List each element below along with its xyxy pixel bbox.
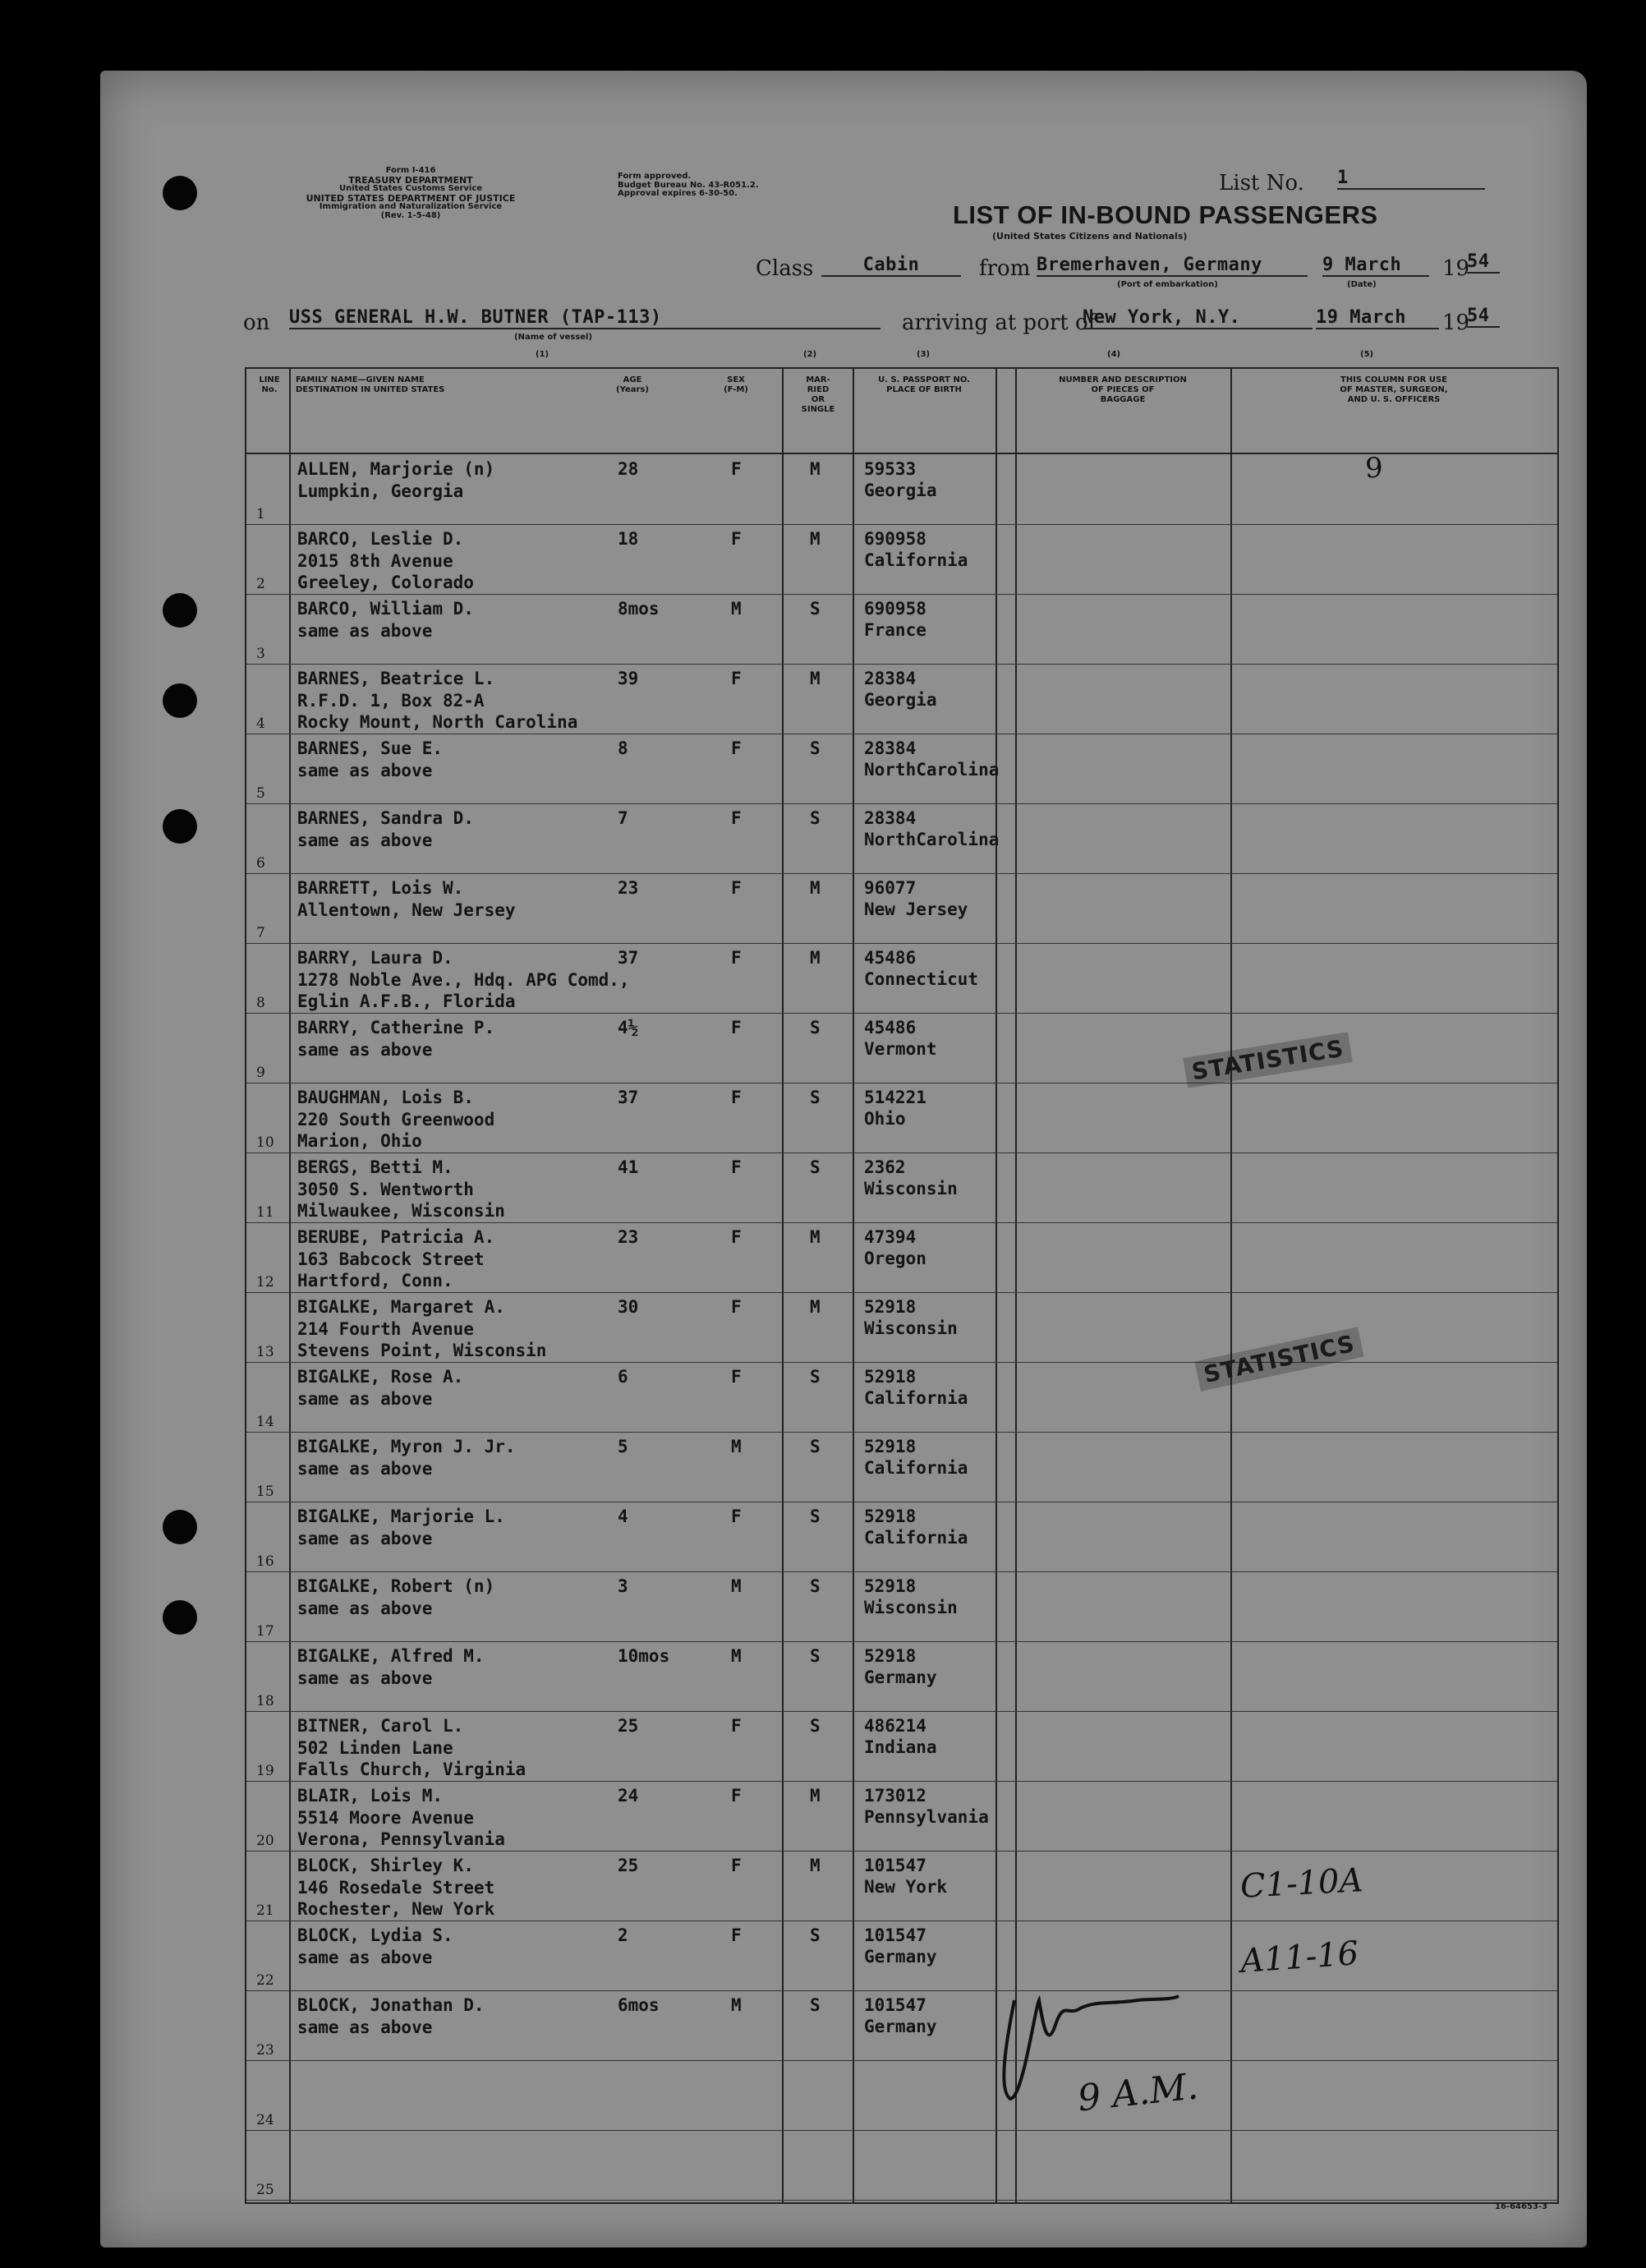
list-no-value: 1 — [1337, 168, 1485, 190]
place-of-birth: Germany — [864, 1668, 937, 1687]
list-no-label: List No. — [1219, 171, 1304, 196]
table-row — [246, 803, 1557, 874]
passenger-sex: F — [731, 1018, 742, 1037]
year-2: 54 — [1467, 306, 1500, 328]
line-number: 12 — [256, 1274, 274, 1290]
passenger-age: 6 — [618, 1367, 628, 1387]
col-header-officers: THIS COLUMN FOR USE OF MASTER, SURGEON, AND U. S. OFFICERS — [1340, 375, 1448, 404]
table-row — [246, 1432, 1557, 1502]
passport-number: 28384 — [864, 738, 917, 758]
line-number: 9 — [256, 1065, 265, 1081]
passport-number: 52918 — [864, 1507, 917, 1526]
table-row — [246, 1152, 1557, 1223]
passport-number: 47394 — [864, 1227, 917, 1247]
punch-hole — [163, 809, 197, 844]
passenger-name: BLAIR, Lois M. — [297, 1786, 444, 1806]
passenger-marital: M — [810, 878, 821, 898]
passenger-age: 25 — [618, 1856, 639, 1875]
passenger-name: BLOCK, Shirley K. — [297, 1856, 474, 1875]
passenger-sex: F — [731, 669, 742, 688]
arrival-port: New York, N.Y. — [1083, 307, 1313, 329]
place-of-birth: Vermont — [864, 1039, 937, 1059]
passenger-sex: F — [731, 948, 742, 968]
place-of-birth: Wisconsin — [864, 1598, 958, 1617]
place-of-birth: Georgia — [864, 690, 937, 710]
passenger-marital: M — [810, 948, 821, 968]
passport-number: 28384 — [864, 808, 917, 828]
passenger-marital: S — [810, 1646, 821, 1666]
on-label: on — [243, 311, 270, 335]
passenger-name: BARRETT, Lois W. — [297, 878, 464, 898]
passenger-marital: S — [810, 1716, 821, 1736]
passenger-name: ALLEN, Marjorie (n) — [297, 459, 495, 479]
col-header-married: MAR- RIED OR SINGLE — [801, 375, 835, 414]
passenger-age: 41 — [618, 1157, 639, 1177]
passport-number: 45486 — [864, 1018, 917, 1037]
place-of-birth: Germany — [864, 2017, 937, 2036]
table-row — [246, 734, 1557, 804]
passport-number: 486214 — [864, 1716, 926, 1736]
passenger-marital: S — [810, 808, 821, 828]
form-code: 16-64653-3 — [1495, 2202, 1547, 2211]
col-header-passport: U. S. PASSPORT NO. PLACE OF BIRTH — [878, 375, 970, 394]
passenger-marital: M — [810, 1227, 821, 1247]
passenger-marital: S — [810, 1576, 821, 1596]
passenger-sex: F — [731, 1297, 742, 1317]
arrival-date: 19 March — [1316, 307, 1439, 329]
passenger-age: 3 — [618, 1576, 628, 1596]
passenger-sex: M — [731, 599, 742, 619]
place-of-birth: New Jersey — [864, 899, 968, 919]
passenger-age: 8 — [618, 738, 628, 758]
line-number: 4 — [256, 715, 265, 732]
passenger-marital: S — [810, 599, 821, 619]
passenger-name: BARNES, Sandra D. — [297, 808, 474, 828]
passenger-name: BLOCK, Lydia S. — [297, 1925, 453, 1945]
punch-hole — [163, 1510, 197, 1544]
passenger-marital: M — [810, 669, 821, 688]
passport-number: 96077 — [864, 878, 917, 898]
passenger-name: BARCO, William D. — [297, 599, 474, 619]
punch-hole — [163, 176, 197, 210]
line-number: 3 — [256, 646, 265, 662]
passenger-destination: 214 Fourth Avenue Stevens Point, Wisconsin — [297, 1319, 547, 1360]
vessel-caption: (Name of vessel) — [514, 333, 593, 342]
passenger-destination: 146 Rosedale Street Rochester, New York — [297, 1878, 495, 1919]
passenger-marital: M — [810, 1786, 821, 1806]
col-header-age: AGE (Years) — [616, 375, 649, 394]
place-of-birth: NorthCarolina — [864, 760, 1000, 780]
passenger-destination: 163 Babcock Street Hartford, Conn. — [297, 1249, 485, 1290]
place-of-birth: Oregon — [864, 1249, 926, 1268]
passenger-age: 23 — [618, 1227, 639, 1247]
statistics-stamp: STATISTICS — [1194, 1327, 1363, 1391]
ins-service: Immigration and Naturalization Service — [319, 202, 503, 212]
passenger-marital: S — [810, 1018, 821, 1037]
line-number: 21 — [256, 1902, 274, 1919]
port-caption: (Port of embarkation) — [1117, 280, 1218, 289]
passenger-sex: F — [731, 808, 742, 828]
place-of-birth: Pennsylvania — [864, 1807, 989, 1827]
line-number: 25 — [256, 2182, 274, 2198]
line-number: 1 — [256, 506, 265, 522]
passenger-destination: same as above — [297, 830, 433, 850]
vessel-name: USS GENERAL H.W. BUTNER (TAP-113) — [289, 307, 880, 329]
passport-number: 52918 — [864, 1576, 917, 1596]
signature-time: 9 A.M. — [1075, 2065, 1201, 2120]
passenger-name: BERGS, Betti M. — [297, 1157, 453, 1177]
place-of-birth: Indiana — [864, 1737, 937, 1757]
passenger-destination: Allentown, New Jersey — [297, 900, 516, 920]
place-of-birth: Connecticut — [864, 969, 979, 989]
passenger-sex: M — [731, 1646, 742, 1666]
passenger-age: 23 — [618, 878, 639, 898]
passenger-name: BIGALKE, Rose A. — [297, 1367, 464, 1387]
passenger-sex: F — [731, 1786, 742, 1806]
line-number: 13 — [256, 1344, 274, 1360]
class-value: Cabin — [821, 255, 961, 277]
passenger-marital: M — [810, 1856, 821, 1875]
table-row — [246, 1502, 1557, 1572]
line-number: 20 — [256, 1833, 274, 1849]
table-row — [246, 1641, 1557, 1712]
passport-number: 690958 — [864, 599, 926, 619]
year-prefix-2: 19 — [1442, 311, 1470, 335]
passenger-age: 10mos — [618, 1646, 670, 1666]
line-number: 6 — [256, 855, 265, 872]
table-row — [246, 594, 1557, 665]
passenger-age: 30 — [618, 1297, 639, 1317]
passenger-sex: M — [731, 1995, 742, 2015]
date-caption: (Date) — [1347, 280, 1377, 289]
officer-mark: 9 — [1365, 452, 1383, 485]
place-of-birth: New York — [864, 1877, 948, 1897]
passport-number: 173012 — [864, 1786, 926, 1806]
passport-number: 59533 — [864, 459, 917, 479]
line-number: 17 — [256, 1623, 274, 1640]
passenger-destination: same as above — [297, 1459, 433, 1479]
passenger-sex: F — [731, 1925, 742, 1945]
line-number: 8 — [256, 995, 265, 1011]
passenger-destination: same as above — [297, 1668, 433, 1688]
table-row — [246, 1083, 1557, 1153]
table-row — [246, 1990, 1557, 2061]
passenger-name: BARCO, Leslie D. — [297, 529, 464, 549]
passport-number: 52918 — [864, 1437, 917, 1456]
line-number: 7 — [256, 925, 265, 941]
passport-number: 2362 — [864, 1157, 906, 1177]
passenger-name: BARRY, Laura D. — [297, 948, 453, 968]
passenger-destination: 502 Linden Lane Falls Church, Virginia — [297, 1738, 526, 1779]
line-number: 2 — [256, 576, 265, 592]
passport-number: 690958 — [864, 529, 926, 549]
passenger-sex: F — [731, 1157, 742, 1177]
line-number: 16 — [256, 1553, 274, 1570]
col-header-sex: SEX (F-M) — [724, 375, 748, 394]
form-approved: Form approved. — [618, 172, 692, 181]
line-number: 15 — [256, 1484, 274, 1500]
passenger-name: BIGALKE, Alfred M. — [297, 1646, 485, 1666]
place-of-birth: Germany — [864, 1947, 937, 1967]
place-of-birth: California — [864, 1528, 968, 1548]
table-row — [246, 454, 1557, 525]
passenger-destination: Lumpkin, Georgia — [297, 481, 464, 501]
statistics-stamp: STATISTICS — [1183, 1032, 1352, 1088]
passenger-age: 5 — [618, 1437, 628, 1456]
customs-service: United States Customs Service — [338, 184, 483, 194]
passenger-marital: S — [810, 1088, 821, 1107]
passenger-destination: 220 South Greenwood Marion, Ohio — [297, 1110, 495, 1151]
passport-number: 28384 — [864, 669, 917, 688]
passenger-destination: same as above — [297, 621, 433, 641]
passenger-destination: same as above — [297, 1389, 433, 1409]
passenger-marital: S — [810, 1507, 821, 1526]
budget-bureau: Budget Bureau No. 43-R051.2. — [618, 180, 759, 190]
passenger-name: BLOCK, Jonathan D. — [297, 1995, 485, 2015]
passenger-sex: F — [731, 1367, 742, 1387]
passenger-age: 37 — [618, 1088, 639, 1107]
page-title: LIST OF IN-BOUND PASSENGERS — [953, 200, 1378, 229]
line-number: 10 — [256, 1134, 274, 1151]
table-row — [246, 1711, 1557, 1782]
approval-expiry: Approval expires 6-30-50. — [618, 189, 738, 198]
passenger-sex: M — [731, 1576, 742, 1596]
table-row — [246, 1921, 1557, 1991]
treasury-dept: TREASURY DEPARTMENT — [348, 174, 473, 186]
passenger-marital: S — [810, 1157, 821, 1177]
line-number: 22 — [256, 1972, 274, 1989]
passenger-destination: same as above — [297, 2017, 433, 2037]
passenger-name: BERUBE, Patricia A. — [297, 1227, 495, 1247]
table-row — [246, 2130, 1557, 2201]
table-row — [246, 1571, 1557, 1642]
line-number: 24 — [256, 2112, 274, 2128]
passenger-sex: F — [731, 1856, 742, 1875]
passenger-marital: S — [810, 1367, 821, 1387]
passenger-sex: F — [731, 738, 742, 758]
passenger-age: 4 — [618, 1507, 628, 1526]
punch-hole — [163, 593, 197, 628]
place-of-birth: California — [864, 1458, 968, 1478]
passport-number: 52918 — [864, 1297, 917, 1317]
year-prefix-1: 19 — [1442, 256, 1470, 281]
col-num-2: (2) — [803, 350, 817, 359]
passenger-destination: 3050 S. Wentworth Milwaukee, Wisconsin — [297, 1180, 505, 1221]
passenger-sex: F — [731, 529, 742, 549]
passenger-name: BIGALKE, Margaret A. — [297, 1297, 505, 1317]
passenger-sex: F — [731, 878, 742, 898]
passport-number: 101547 — [864, 1995, 926, 2015]
form-revision: (Rev. 1-5-48) — [380, 210, 441, 220]
form-approval — [618, 173, 759, 199]
passenger-name: BARNES, Sue E. — [297, 738, 444, 758]
passenger-marital: M — [810, 1297, 821, 1317]
place-of-birth: Wisconsin — [864, 1318, 958, 1338]
place-of-birth: Wisconsin — [864, 1179, 958, 1198]
line-number: 5 — [256, 785, 265, 802]
passenger-marital: M — [810, 459, 821, 479]
table-row — [246, 1013, 1557, 1083]
year-1: 54 — [1467, 251, 1500, 274]
passenger-name: BIGALKE, Myron J. Jr. — [297, 1437, 516, 1456]
table-row — [246, 524, 1557, 595]
passenger-age: 37 — [618, 948, 639, 968]
table-row — [246, 943, 1557, 1014]
passenger-destination: 1278 Noble Ave., Hdq. APG Comd., Eglin A.F.B., Florida — [297, 970, 630, 1011]
place-of-birth: France — [864, 620, 926, 640]
col-header-name: FAMILY NAME—GIVEN NAME DESTINATION IN UNITED STATES — [296, 375, 445, 394]
col-num-5: (5) — [1360, 350, 1374, 359]
passenger-age: 6mos — [618, 1995, 660, 2015]
passenger-table — [245, 367, 1559, 2204]
passenger-marital: M — [810, 529, 821, 549]
passenger-marital: S — [810, 1437, 821, 1456]
passenger-destination: same as above — [297, 761, 433, 780]
passport-number: 101547 — [864, 1856, 926, 1875]
table-row — [246, 1781, 1557, 1852]
passenger-sex: M — [731, 1437, 742, 1456]
line-number: 14 — [256, 1414, 274, 1430]
punch-hole — [163, 683, 197, 718]
class-label: Class — [756, 256, 814, 281]
passenger-sex: F — [731, 1507, 742, 1526]
passenger-sex: F — [731, 1716, 742, 1736]
passenger-age: 28 — [618, 459, 639, 479]
passenger-age: 39 — [618, 669, 639, 688]
passport-number: 101547 — [864, 1925, 926, 1945]
passenger-sex: F — [731, 459, 742, 479]
place-of-birth: NorthCarolina — [864, 830, 1000, 849]
place-of-birth: California — [864, 1388, 968, 1408]
form-block-left — [230, 167, 591, 220]
arriving-label: arriving at port of — [902, 311, 1097, 335]
passenger-destination: same as above — [297, 1529, 433, 1548]
table-row — [246, 1362, 1557, 1433]
passenger-age: 18 — [618, 529, 639, 549]
line-number: 23 — [256, 2042, 274, 2059]
passport-number: 52918 — [864, 1367, 917, 1387]
passenger-marital: S — [810, 1925, 821, 1945]
passenger-destination: R.F.D. 1, Box 82-A Rocky Mount, North Carolina — [297, 691, 578, 732]
place-of-birth: Ohio — [864, 1109, 906, 1129]
col-num-1: (1) — [536, 350, 549, 359]
col-header-baggage: NUMBER AND DESCRIPTION OF PIECES OF BAGGAGE — [1059, 375, 1187, 404]
embark-date: 9 March — [1322, 255, 1429, 277]
place-of-birth: California — [864, 550, 968, 570]
table-row — [246, 664, 1557, 734]
passenger-sex: F — [731, 1227, 742, 1247]
passenger-marital: S — [810, 1995, 821, 2015]
passenger-name: BARRY, Catherine P. — [297, 1018, 495, 1037]
line-number: 19 — [256, 1763, 274, 1779]
passenger-name: BAUGHMAN, Lois B. — [297, 1088, 474, 1107]
passenger-name: BIGALKE, Robert (n) — [297, 1576, 495, 1596]
passenger-name: BARNES, Beatrice L. — [297, 669, 495, 688]
justice-dept: UNITED STATES DEPARTMENT OF JUSTICE — [306, 192, 516, 204]
passport-number: 45486 — [864, 948, 917, 968]
passenger-name: BIGALKE, Marjorie L. — [297, 1507, 505, 1526]
page-subtitle: (United States Citizens and Nationals) — [992, 231, 1188, 242]
passport-number: 52918 — [864, 1646, 917, 1666]
passenger-age: 24 — [618, 1786, 639, 1806]
place-of-birth: Georgia — [864, 481, 937, 500]
passenger-name: BITNER, Carol L. — [297, 1716, 464, 1736]
passenger-sex: F — [731, 1088, 742, 1107]
passenger-age: 2 — [618, 1925, 628, 1945]
table-row — [246, 873, 1557, 944]
col-num-3: (3) — [917, 350, 931, 359]
col-num-4: (4) — [1107, 350, 1121, 359]
passenger-age: 4½ — [618, 1018, 639, 1037]
form-number: Form I-416 — [385, 166, 436, 175]
from-label: from — [979, 256, 1031, 281]
passport-number: 514221 — [864, 1088, 926, 1107]
col-header-line: LINE No. — [259, 375, 280, 394]
line-number: 18 — [256, 1693, 274, 1709]
passenger-destination: 5514 Moore Avenue Verona, Pennsylvania — [297, 1808, 505, 1849]
passenger-age: 7 — [618, 808, 628, 828]
passenger-age: 8mos — [618, 599, 660, 619]
passenger-destination: same as above — [297, 1599, 433, 1618]
handwritten-note: A11-16 — [1239, 1934, 1360, 1980]
passenger-destination: same as above — [297, 1948, 433, 1967]
passenger-age: 25 — [618, 1716, 639, 1736]
passenger-destination: same as above — [297, 1040, 433, 1060]
embark-port: Bremerhaven, Germany — [1037, 255, 1308, 277]
table-row — [246, 1222, 1557, 1293]
line-number: 11 — [256, 1204, 274, 1221]
punch-hole — [163, 1600, 197, 1635]
passenger-marital: S — [810, 738, 821, 758]
handwritten-note: C1-10A — [1239, 1861, 1364, 1906]
passenger-destination: 2015 8th Avenue Greeley, Colorado — [297, 551, 474, 592]
table-row — [246, 2060, 1557, 2131]
